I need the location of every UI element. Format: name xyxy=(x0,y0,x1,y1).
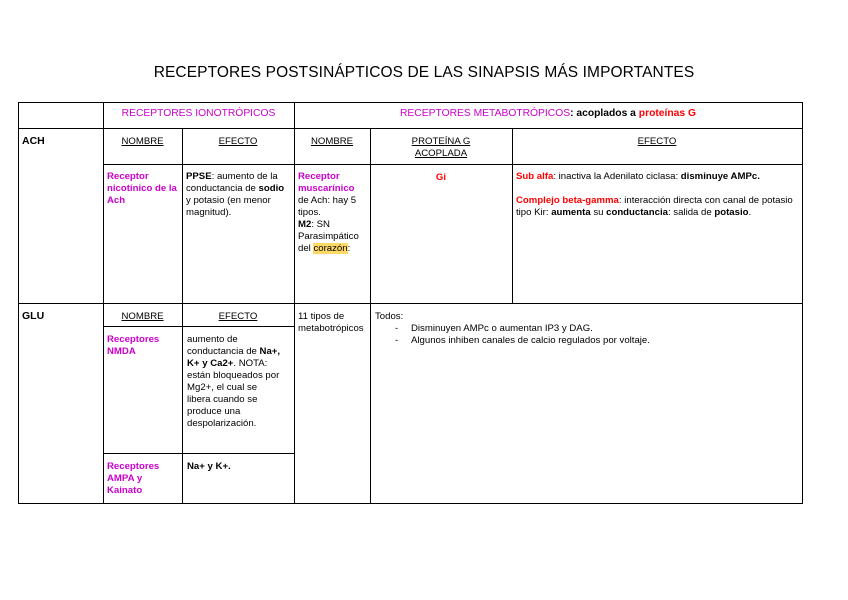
glu-meta-types: 11 tipos de metabotrópicos xyxy=(298,311,364,334)
m2-label: M2 xyxy=(298,219,312,230)
sub-alfa-text: : inactiva la Adenilato ciclasa: xyxy=(553,171,681,182)
ach-protein-g: Gi xyxy=(435,172,447,183)
header-ionotropic: RECEPTORES IONOTRÓPICOS xyxy=(121,108,276,119)
todos-label: Todos: xyxy=(375,311,404,322)
beta-gamma-paragraph xyxy=(516,195,797,219)
potasio-label: potasio xyxy=(714,207,749,218)
row-label-ach: ACH xyxy=(22,135,45,147)
g-proteins-label: proteínas G xyxy=(638,108,696,119)
nmda-effect-a: aumento de conductancia de xyxy=(187,334,260,357)
nmda-name: Receptores NMDA xyxy=(107,334,160,357)
salida-label: : salida de xyxy=(667,207,715,218)
glu-meta-bullet-list xyxy=(375,323,797,347)
su-label: su xyxy=(590,207,607,218)
header-metabotropic xyxy=(294,108,802,120)
conductancia-label: conductancia xyxy=(606,207,668,218)
ach-meta-name-a: de Ach: hay 5 tipos. xyxy=(298,195,357,218)
muscarinic-label: Receptor muscarínico xyxy=(298,171,355,194)
beta-gamma-text: : interacción directa con canal de potasio tipo Kir: xyxy=(516,195,793,218)
ampa-effect: Na+ y K+. xyxy=(187,461,231,472)
metabotropic-suffix: : acoplados a xyxy=(570,108,639,119)
glu-meta-effect xyxy=(372,309,800,349)
col-efecto-iono: EFECTO xyxy=(218,136,258,147)
list-item: - Disminuyen AMPc o aumentan IP3 y DAG. xyxy=(375,323,797,335)
row-label-glu: GLU xyxy=(22,310,45,322)
col-nombre-meta: NOMBRE xyxy=(310,136,354,147)
nmda-effect xyxy=(184,332,284,432)
nmda-ions: Na+, K+ y Ca2+ xyxy=(187,346,281,369)
col-proteina-g xyxy=(370,136,512,160)
sub-alfa-label: Sub alfa xyxy=(516,171,554,182)
ach-iono-effect-b: y potasio (en menor magnitud). xyxy=(186,195,271,218)
corazon-end: : xyxy=(347,243,351,254)
sodio-label: sodio xyxy=(258,183,285,194)
col-efecto-meta: EFECTO xyxy=(637,136,677,147)
glu-col-efecto: EFECTO xyxy=(218,311,258,322)
disminuye-ampc: disminuye AMPc. xyxy=(680,171,760,182)
ach-meta-name xyxy=(295,169,370,257)
ppse-label: PPSE xyxy=(186,171,212,182)
nmda-effect-b: . NOTA: están bloqueados por Mg2+, el cual se libera cuando se produce una despolarización. xyxy=(187,358,280,429)
glu-col-nombre: NOMBRE xyxy=(121,311,164,322)
ach-iono-name: Receptor nicotínico de la Ach xyxy=(107,171,177,206)
ach-iono-effect xyxy=(183,169,293,221)
ach-iono-effect-a: : aumento de la conductancia de xyxy=(186,171,278,194)
m2-text: : SN Parasimpático del xyxy=(298,219,359,254)
beta-gamma-label: Complejo beta-gamma xyxy=(516,195,619,206)
col-proteina-g-line2: ACOPLADA xyxy=(414,148,468,159)
effect-end: . xyxy=(748,207,752,218)
col-nombre-iono: NOMBRE xyxy=(121,136,164,147)
page-title: RECEPTORES POSTSINÁPTICOS DE LAS SINAPSIS MÁS IMPORTANTES xyxy=(153,64,695,81)
aumenta-label: aumenta xyxy=(551,207,591,218)
col-proteina-g-line1: PROTEÍNA G xyxy=(411,136,471,147)
ampa-name: Receptores AMPA y Kainato xyxy=(107,461,160,496)
sub-alfa-paragraph xyxy=(516,171,797,183)
metabotropic-label: RECEPTORES METABOTRÓPICOS xyxy=(399,108,571,119)
corazon-highlight: corazón xyxy=(313,243,348,254)
ach-meta-effect xyxy=(513,169,800,221)
list-item: - Algunos inhiben canales de calcio regulados por voltaje. xyxy=(375,335,797,347)
